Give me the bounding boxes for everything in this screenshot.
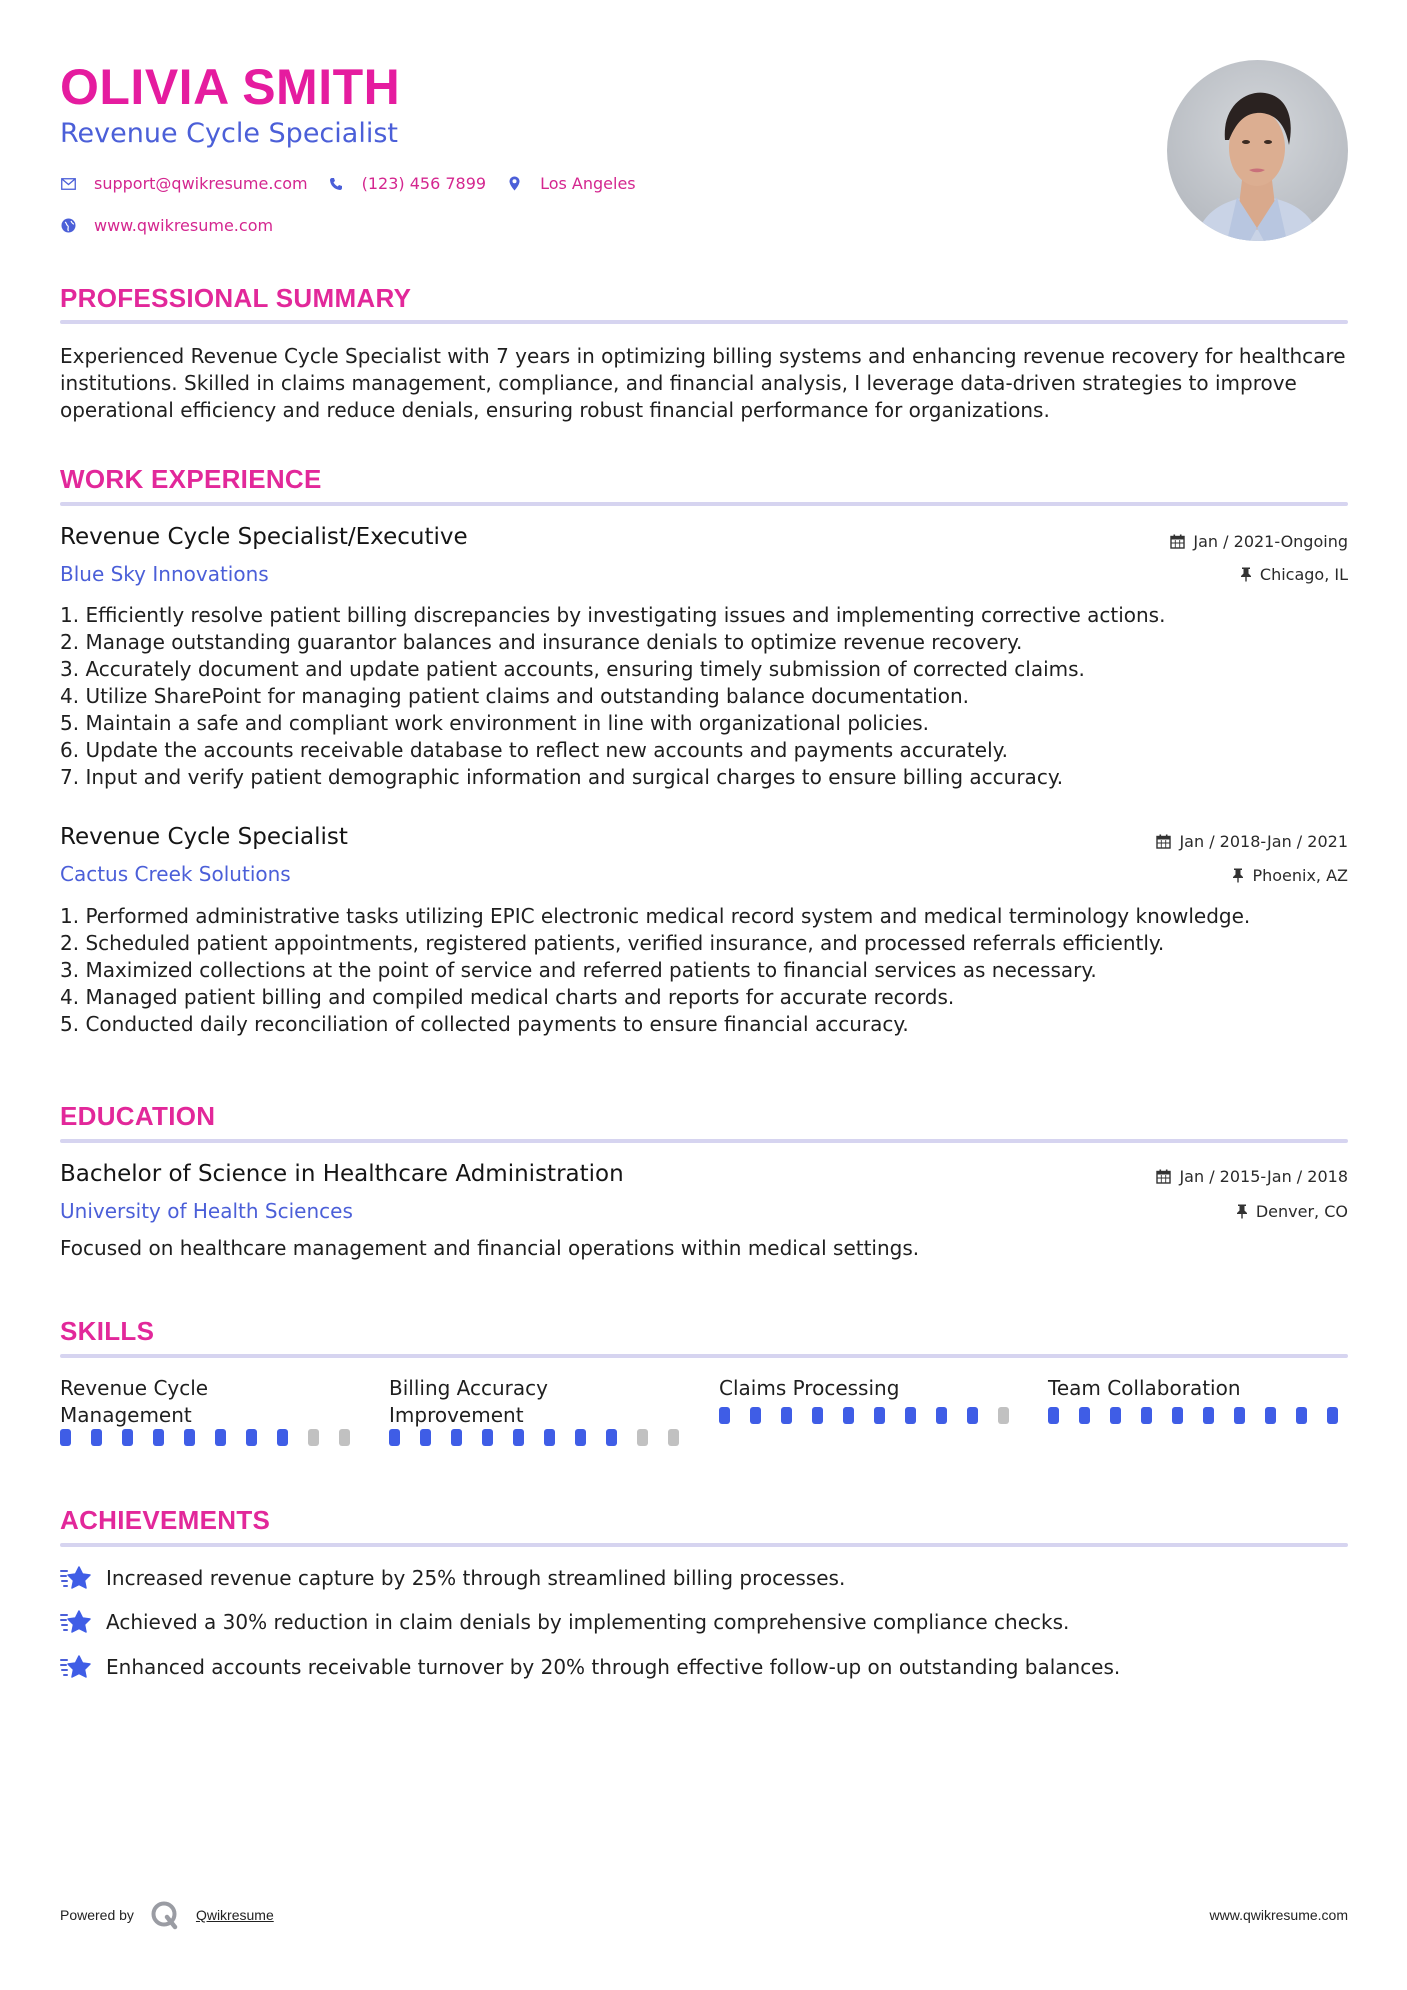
- rating-dot-filled: [153, 1429, 164, 1446]
- job-dates-text: Jan / 2021-Ongoing: [1193, 532, 1348, 551]
- rating-dot-filled: [1265, 1407, 1276, 1424]
- portrait-image: [1167, 60, 1348, 241]
- education-location-text: Denver, CO: [1255, 1202, 1348, 1221]
- job-responsibilities: [60, 602, 1350, 791]
- section-divider: [60, 502, 1348, 506]
- list-item: 7. Input and verify patient demographic information and surgical charges to ensure billing accuracy.: [60, 765, 1064, 789]
- company-name: Blue Sky Innovations: [60, 562, 269, 586]
- rating-dot-filled: [1110, 1407, 1121, 1424]
- footer-powered-by: [60, 1900, 274, 1930]
- list-item: 6. Update the accounts receivable database to reflect new accounts and payments accurately.: [60, 738, 1008, 762]
- location-text: Los Angeles: [540, 174, 636, 193]
- rating-dot-filled: [936, 1407, 947, 1424]
- education-dates: [1156, 1167, 1348, 1186]
- footer-website[interactable]: www.qwikresume.com: [1209, 1907, 1348, 1923]
- pushpin-icon: [1236, 1204, 1248, 1219]
- rating-dot-filled: [1203, 1407, 1214, 1424]
- globe-icon: [60, 218, 76, 234]
- rating-dot-empty: [998, 1407, 1009, 1424]
- skill-rating: [719, 1407, 1019, 1424]
- rating-dot-filled: [750, 1407, 761, 1424]
- job-title: Revenue Cycle Specialist: [60, 824, 348, 850]
- skill-item: [60, 1375, 360, 1446]
- job-location-text: Chicago, IL: [1259, 565, 1348, 584]
- section-divider: [60, 1543, 1348, 1547]
- achievement-item: [60, 1609, 1069, 1635]
- section-title-skills: SKILLS: [60, 1316, 155, 1346]
- rating-dot-filled: [812, 1407, 823, 1424]
- job-dates: [1170, 532, 1348, 551]
- skill-name: Billing Accuracy Improvement: [389, 1376, 548, 1427]
- rating-dot-filled: [389, 1429, 400, 1446]
- list-item: 3. Accurately document and update patient accounts, ensuring timely submission of corrected claims.: [60, 657, 1085, 681]
- calendar-icon: [1156, 834, 1171, 849]
- school-name: University of Health Sciences: [60, 1199, 353, 1223]
- rating-dot-filled: [215, 1429, 226, 1446]
- list-item: 4. Utilize SharePoint for managing patient claims and outstanding balance documentation.: [60, 684, 969, 708]
- rating-dot-filled: [575, 1429, 586, 1446]
- envelope-icon: [60, 176, 76, 192]
- pushpin-icon: [1240, 567, 1252, 582]
- achievement-text: Increased revenue capture by 25% through streamlined billing processes.: [106, 1566, 846, 1590]
- star-icon: [60, 1609, 92, 1635]
- rating-dot-filled: [451, 1429, 462, 1446]
- job-title: Revenue Cycle Specialist/Executive: [60, 524, 468, 550]
- skill-name: Team Collaboration: [1048, 1376, 1241, 1400]
- list-item: 4. Managed patient billing and compiled medical charts and reports for accurate records.: [60, 985, 955, 1009]
- contact-row-1: [60, 174, 656, 193]
- education-location: [1236, 1202, 1348, 1221]
- section-title-experience: WORK EXPERIENCE: [60, 464, 322, 494]
- section-divider: [60, 1354, 1348, 1358]
- pushpin-icon: [1232, 868, 1244, 883]
- candidate-title: Revenue Cycle Specialist: [60, 118, 398, 149]
- rating-dot-filled: [967, 1407, 978, 1424]
- rating-dot-filled: [1296, 1407, 1307, 1424]
- map-pin-icon: [506, 176, 522, 192]
- section-title-summary: PROFESSIONAL SUMMARY: [60, 283, 412, 313]
- section-divider: [60, 1139, 1348, 1143]
- achievement-text: Achieved a 30% reduction in claim denials by implementing comprehensive compliance checks.: [106, 1610, 1070, 1634]
- rating-dot-empty: [339, 1429, 350, 1446]
- rating-dot-filled: [1327, 1407, 1338, 1424]
- skill-item: [389, 1375, 689, 1446]
- job-location-text: Phoenix, AZ: [1252, 866, 1348, 885]
- website-link[interactable]: www.qwikresume.com: [94, 216, 274, 235]
- rating-dot-filled: [843, 1407, 854, 1424]
- rating-dot-filled: [719, 1407, 730, 1424]
- section-divider: [60, 320, 1348, 324]
- list-item: 1. Efficiently resolve patient billing discrepancies by investigating issues and implementing corrective actions.: [60, 603, 1166, 627]
- job-dates-text: Jan / 2018-Jan / 2021: [1179, 832, 1348, 851]
- qwikresume-link[interactable]: Qwikresume: [195, 1907, 274, 1923]
- email-link[interactable]: support@qwikresume.com: [94, 174, 308, 193]
- phone-number[interactable]: (123) 456 7899: [361, 174, 487, 193]
- education-description: Focused on healthcare management and financial operations within medical settings.: [60, 1236, 920, 1260]
- rating-dot-filled: [1234, 1407, 1245, 1424]
- achievement-item: [60, 1654, 1120, 1680]
- list-item: 5. Maintain a safe and compliant work environment in line with organizational policies.: [60, 711, 930, 735]
- calendar-icon: [1156, 1169, 1171, 1184]
- rating-dot-filled: [544, 1429, 555, 1446]
- qwikresume-logo-icon: [150, 1900, 180, 1930]
- skill-rating: [60, 1429, 360, 1446]
- skill-rating: [1048, 1407, 1348, 1424]
- section-title-education: EDUCATION: [60, 1101, 216, 1131]
- rating-dot-filled: [246, 1429, 257, 1446]
- job-dates: [1156, 832, 1348, 851]
- skill-name: Claims Processing: [719, 1376, 900, 1400]
- rating-dot-filled: [874, 1407, 885, 1424]
- rating-dot-filled: [781, 1407, 792, 1424]
- rating-dot-filled: [277, 1429, 288, 1446]
- rating-dot-filled: [184, 1429, 195, 1446]
- job-location: [1232, 866, 1348, 885]
- education-dates-text: Jan / 2015-Jan / 2018: [1179, 1167, 1348, 1186]
- calendar-icon: [1170, 534, 1185, 549]
- contact-row-2: [60, 216, 293, 235]
- company-name: Cactus Creek Solutions: [60, 862, 291, 886]
- candidate-name: OLIVIA SMITH: [60, 59, 401, 115]
- star-icon: [60, 1654, 92, 1680]
- rating-dot-filled: [1079, 1407, 1090, 1424]
- rating-dot-filled: [1048, 1407, 1059, 1424]
- powered-by-label: Powered by: [60, 1907, 134, 1923]
- rating-dot-filled: [122, 1429, 133, 1446]
- skill-item: [719, 1375, 1019, 1424]
- phone-icon: [328, 176, 344, 192]
- rating-dot-empty: [668, 1429, 679, 1446]
- rating-dot-filled: [1141, 1407, 1152, 1424]
- list-item: 3. Maximized collections at the point of service and referred patients to financial services as necessary.: [60, 958, 1097, 982]
- rating-dot-filled: [420, 1429, 431, 1446]
- job-responsibilities: [60, 903, 1350, 1038]
- rating-dot-empty: [308, 1429, 319, 1446]
- section-title-achievements: ACHIEVEMENTS: [60, 1505, 271, 1535]
- degree-title: Bachelor of Science in Healthcare Administration: [60, 1161, 624, 1187]
- rating-dot-empty: [637, 1429, 648, 1446]
- star-icon: [60, 1565, 92, 1591]
- skill-rating: [389, 1429, 689, 1446]
- list-item: 2. Manage outstanding guarantor balances and insurance denials to optimize revenue recovery.: [60, 630, 1023, 654]
- list-item: 1. Performed administrative tasks utilizing EPIC electronic medical record system and medical terminology knowledge.: [60, 904, 1251, 928]
- summary-text: Experienced Revenue Cycle Specialist with 7 years in optimizing billing systems and enhancing revenue recovery for healthcare institutions. Skilled in claims management, compliance, and financial analysis, I leverage data-driven strategies to improve operational efficiency and reduce denials, ensuring robust financial performance for organizations.: [60, 344, 1346, 422]
- rating-dot-filled: [60, 1429, 71, 1446]
- achievement-text: Enhanced accounts receivable turnover by 20% through effective follow-up on outstanding balances.: [106, 1655, 1121, 1679]
- achievement-item: [60, 1565, 845, 1591]
- rating-dot-filled: [1172, 1407, 1183, 1424]
- rating-dot-filled: [91, 1429, 102, 1446]
- job-location: [1240, 565, 1348, 584]
- skill-name: Revenue Cycle Management: [60, 1376, 209, 1427]
- rating-dot-filled: [606, 1429, 617, 1446]
- rating-dot-filled: [513, 1429, 524, 1446]
- skill-item: [1048, 1375, 1348, 1424]
- profile-photo: [1167, 60, 1348, 241]
- rating-dot-filled: [482, 1429, 493, 1446]
- list-item: 5. Conducted daily reconciliation of collected payments to ensure financial accuracy.: [60, 1012, 909, 1036]
- list-item: 2. Scheduled patient appointments, registered patients, verified insurance, and processed referrals efficiently.: [60, 931, 1165, 955]
- rating-dot-filled: [905, 1407, 916, 1424]
